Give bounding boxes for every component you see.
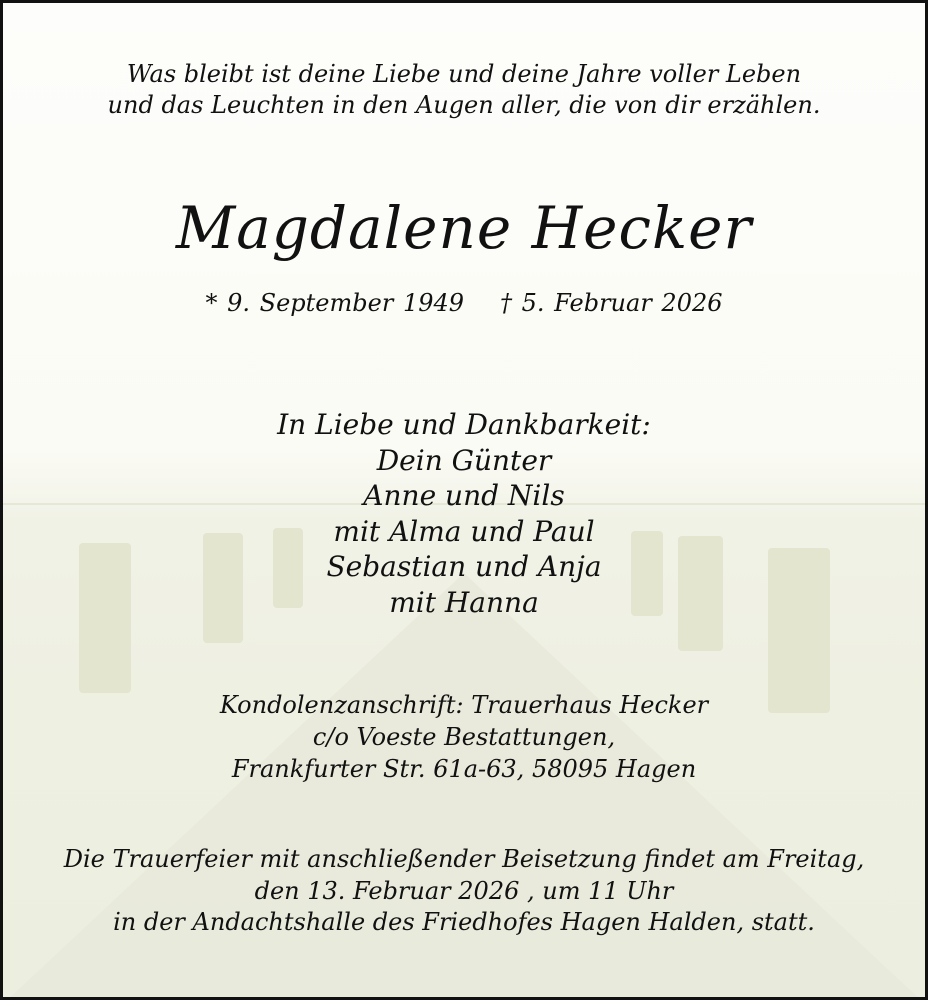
family-line: In Liebe und Dankbarkeit:: [277, 408, 651, 441]
ceremony-line: den 13. Februar 2026 , um 11 Uhr: [254, 876, 674, 905]
birth-date: * 9. September 1949: [205, 289, 465, 317]
family-line: Sebastian und Anja: [326, 550, 602, 583]
ceremony-line: Die Trauerfeier mit anschließender Beisetzung findet am Freitag,: [63, 845, 865, 873]
verse-line: Was bleibt ist deine Liebe und deine Jahre voller Leben: [126, 60, 802, 88]
family-line: Dein Günter: [376, 443, 552, 477]
family-line: mit Alma und Paul: [333, 514, 595, 548]
family-line: Anne und Nils: [363, 479, 565, 512]
address-line: Kondolenzanschrift: Trauerhaus Hecker: [219, 691, 709, 719]
ceremony-info: [3, 844, 925, 939]
deceased-name: Magdalene Hecker: [175, 194, 753, 262]
ceremony-line: in der Andachtshalle des Friedhofes Hagen Halden, statt.: [113, 908, 815, 936]
death-date: † 5. Februar 2026: [500, 289, 723, 317]
address-line: c/o Voeste Bestattungen,: [312, 723, 616, 751]
verse: [3, 59, 925, 121]
life-dates: [3, 286, 925, 320]
address-line: Frankfurter Str. 61a-63, 58095 Hagen: [231, 755, 697, 783]
condolence-address: [3, 689, 925, 785]
verse-line: und das Leuchten in den Augen aller, die von dir erzählen.: [107, 91, 821, 119]
family-signatures: [3, 407, 925, 620]
family-line: mit Hanna: [389, 585, 539, 619]
